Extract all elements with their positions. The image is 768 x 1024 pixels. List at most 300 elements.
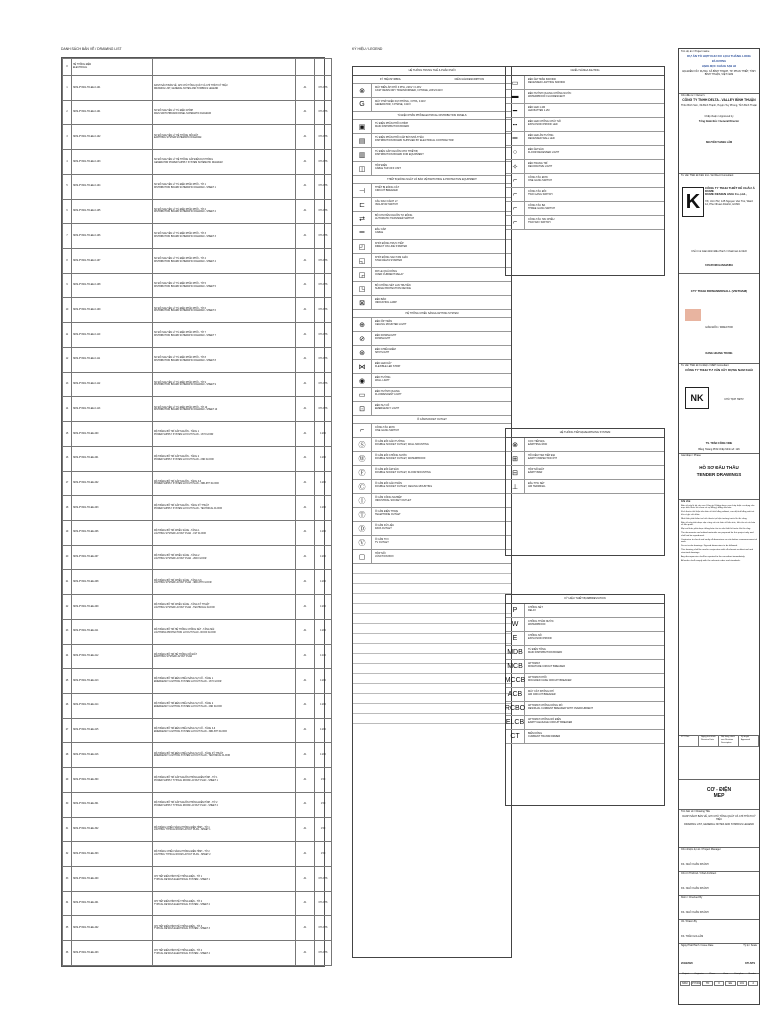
- legend-description: [528, 620, 662, 626]
- row-scale: 1:50: [315, 842, 332, 867]
- legend-text-vi: CÔNG TẮC HAI CHIỀU: [528, 218, 555, 221]
- legend-item: [353, 134, 511, 148]
- legend-description: [528, 718, 662, 724]
- legend-text-en: ONE GANG SWITCH: [528, 179, 553, 183]
- legend-text-en: RESIDUAL CURRENT BREAKER WITH OVERCURRENT: [528, 707, 594, 711]
- revision-header-cell: Ký duyệt Approved: [739, 735, 759, 746]
- row-size: A1: [296, 298, 315, 323]
- row-title-vi: MẶT BẰNG BỐ TRÍ ĐÈN CHIẾU SÁNG SỰ CỐ - TẦNG 1: [154, 678, 214, 681]
- mep-consultant-section: [679, 363, 759, 454]
- row-number: 32: [63, 842, 72, 867]
- legend-symbol-icon: ⊡: [353, 402, 372, 415]
- row-size: A1: [296, 273, 315, 298]
- legend-text-en: INDICATING LAMP: [375, 301, 397, 305]
- project-section: [679, 49, 759, 94]
- legend-text-vi: CẦU DAO CÁCH LY: [375, 200, 398, 203]
- project-address: ĐỊA ĐIỂM XÂY DỰNG: XÃ BÌNH THẠNH, TP. PHAN THIẾT, TỈNH BÌNH THUẬN, VIỆT NAM: [682, 70, 756, 76]
- table-row: [63, 471, 332, 496]
- legend-empty-row: [353, 694, 511, 704]
- row-size: A1: [296, 644, 315, 669]
- legend-empty-row: [353, 614, 511, 624]
- header-number: #: [63, 59, 72, 76]
- legend-item: [506, 618, 664, 632]
- row-title-en: DISTRIBUTION BOARD SCHEMATIC DIAGRAM - SHEET 4: [154, 260, 216, 263]
- row-scale: 1:200: [315, 446, 332, 471]
- architect-sign-role: Chủ trì & Giám Đốc Điều Hành / Chairman & CEO: [691, 250, 747, 253]
- row-code: NKM-PYN01-TD-EE-214: [72, 693, 153, 718]
- row-title-en: GENERATOR POWER SUPPLY SYSTEM SCHEMATIC DIAGRAM: [154, 162, 223, 165]
- row-title-vi: CHI TIẾT ĐIỂN HÌNH HỆ THỐNG ĐIỆN - TỜ 1: [154, 876, 202, 879]
- legend-description: [528, 606, 662, 612]
- legend-text-vi: TỦ ĐIỆN PHÂN PHỐI CẤP BỞI NHÀ THẦU: [375, 136, 424, 139]
- legend-symbol-icon: Ⓥ: [353, 536, 372, 549]
- legend-description: [528, 662, 662, 668]
- legend-text-vi: KHỞI ĐỘNG SAO TAM GIÁC: [375, 256, 409, 259]
- legend-symbol-icon: Ⓕ: [353, 466, 372, 479]
- note-item: All works shall comply with the relevant codes and standards.: [681, 559, 741, 562]
- architect-person: YASUFUMI HANAMURA: [704, 264, 734, 267]
- note-item: Mọi sai khác phải được thông báo cho tư vấn thiết kế trước khi thi công.: [681, 528, 751, 531]
- row-size: A1: [296, 372, 315, 397]
- date-label: Ngày Phát Hành / Issue Date: [681, 944, 714, 947]
- legend-symbol-icon: ▬: [506, 90, 525, 103]
- legend-text-vi: CHỐNG THẤM NƯỚC: [528, 620, 554, 623]
- legend-empty-row: [353, 654, 511, 664]
- phase-section: [679, 453, 759, 500]
- legend-item: [506, 438, 664, 452]
- row-scale: KTLNTS: [315, 298, 332, 323]
- row-title-vi: SƠ ĐỒ NGUYÊN LÝ HỆ THỐNG CẤP ĐIỆN DỰ PHÒNG: [154, 159, 213, 162]
- code-value-cell: 2: [748, 981, 758, 986]
- legend-text-en: TELEPHONE OUTLET: [375, 513, 401, 517]
- legend-item: [353, 494, 511, 508]
- note-item: Do not scale drawings. Figured dimensions to be followed.: [681, 545, 738, 548]
- legend-subheader-symbol: KÝ HIỆU/SYMBOL: [379, 78, 401, 81]
- legend-item: [506, 160, 664, 174]
- legend-symbol-icon: ◱: [353, 254, 372, 267]
- legend-text-en: CAST RESIN DRY TRANSFORMER, 3 PHASE, 22KV/0.4KV: [375, 89, 443, 93]
- legend-description: [528, 190, 662, 196]
- row-code: NKM-PYN01-TD-EE-301: [72, 792, 153, 817]
- row-title-en: LIGHTING TYPICAL ROOM LAYOUT PLAN - SHEET 2: [154, 854, 211, 857]
- code-value-cell: NKM: [680, 981, 690, 986]
- legend-text-en: WATERPROOF: [528, 623, 546, 627]
- legend-text-vi: CÔNG TẮC ĐƠN: [528, 176, 548, 179]
- revision-header-cell: STT Rev.: [679, 735, 699, 746]
- row-scale: KTLNTS: [315, 867, 332, 892]
- row-title-en: EMERGENCY LIGHTING SYSTEM LAYOUT PLAN - 3RD-6TH FLOOR: [154, 730, 227, 733]
- partner-person: DANG HOANG TRUNG: [705, 352, 733, 355]
- legend-text-vi: ĐÈN DOWNLIGHT: [375, 334, 397, 337]
- row-title: [153, 100, 296, 125]
- legend-item: [506, 104, 664, 118]
- legend-text-en: ISOLATOR SWITCH: [375, 203, 398, 207]
- legend-symbol-icon: ⊠: [353, 296, 372, 309]
- row-code: NKM-PYN01-TD-EE-0-102: [72, 125, 153, 150]
- table-row: [63, 100, 332, 125]
- row-scale: 1:200: [315, 496, 332, 521]
- legend-section-header: HỆ THỐNG CHIẾU SÁNG/LIGHTING SYSTEM: [353, 310, 511, 318]
- legend-text-en: JUNCTION BOX: [375, 555, 394, 559]
- legend-text-vi: MÁY PHÁT ĐIỆN DỰ PHÒNG, 3 PHA, 0.4KV: [375, 100, 426, 103]
- row-title-en: POWER SUPPLY SYSTEM LAYOUT PLAN - 2ND FLOOR: [154, 458, 214, 461]
- row-size: A1: [296, 792, 315, 817]
- legend-item: [353, 374, 511, 388]
- architect-chief-section: [679, 871, 759, 896]
- row-number: 28: [63, 743, 72, 768]
- project-sub2: HẠNG MỤC: KHÁCH SẠN H4: [701, 65, 737, 68]
- legend-description: [528, 482, 662, 488]
- row-code: NKM-PYN01-TD-EE-212: [72, 644, 153, 669]
- table-header-row: [63, 59, 332, 76]
- note-item: Contractor to check and verify all dimensions on site before commencement of work.: [681, 538, 757, 544]
- row-title-vi: SƠ ĐỒ NGUYÊN LÝ TỦ ĐIỆN PHÂN PHỐI - TỜ 5: [154, 282, 206, 285]
- legend-description: [375, 164, 509, 170]
- row-code: NKM-PYN01-TD-EE-0-101: [72, 100, 153, 125]
- row-title: [153, 298, 296, 323]
- code-value-cell: TD: [702, 981, 712, 986]
- row-title-vi: MẶT BẰNG BỐ TRÍ CẤP NGUỒN - TẦNG 2: [154, 455, 200, 458]
- legend-symbol-icon: MDB: [506, 646, 525, 659]
- legend-text-en: RELAY: [528, 609, 537, 613]
- row-title-en: DISTRIBUTION BOARD SCHEMATIC DIAGRAM - SHEET 3: [154, 236, 216, 239]
- legend-symbol-icon: MCCB: [506, 674, 525, 687]
- legend-item: [353, 360, 511, 374]
- table-row: [63, 545, 332, 570]
- legend-text-en: AIR CIRCUIT BREAKER: [528, 693, 556, 697]
- row-title-vi: MẶT BẰNG BỐ TRÍ CẤP NGUỒN PHÒNG ĐIỂN HÌNH - TỜ 2: [154, 802, 218, 804]
- architect-name-vi: CÔNG TY TNHH THIẾT KẾ CHÂU Á KUME: [705, 186, 755, 193]
- row-title-en: LIGHTING TYPICAL ROOM LAYOUT PLAN - SHEET 1: [154, 829, 211, 832]
- legend-item: [506, 646, 664, 660]
- legend-symbol-icon: Ⓦ: [353, 452, 372, 465]
- row-title: [153, 273, 296, 298]
- row-title-vi: SƠ ĐỒ NGUYÊN LÝ TỦ ĐIỆN PHÂN PHỐI - TỜ 9: [154, 381, 206, 384]
- legend-symbol-icon: ⊥: [506, 480, 525, 493]
- legend-text-vi: Ổ CẮM ĐÔI CHỐNG NƯỚC: [375, 454, 407, 457]
- row-title: [153, 842, 296, 867]
- legend-text-en: CURRENT TRANSFORMER: [528, 735, 561, 739]
- legend-description: [528, 634, 662, 640]
- row-number: 2: [63, 100, 72, 125]
- row-size: A1: [296, 520, 315, 545]
- legend-abbreviation-panel: [505, 594, 665, 806]
- row-scale: 1:200: [315, 422, 332, 447]
- row-title: [153, 323, 296, 348]
- table-row: [63, 768, 332, 793]
- table-row: [63, 496, 332, 521]
- legend-description: [528, 120, 662, 126]
- legend-description: [375, 214, 509, 220]
- legend-text-vi: Ổ CẮM ĐÔI ÂM SÀN: [375, 468, 399, 471]
- legend-description: [528, 204, 662, 210]
- legend-section-header: Ổ CẮM/SOCKET OUTLET: [353, 416, 511, 424]
- row-code: NKM-PYN01-TD-EE-300: [72, 768, 153, 793]
- table-row: [63, 273, 332, 298]
- mep-role: CHỦ TỊCH HĐTV: [724, 398, 744, 401]
- legend-item: [353, 402, 511, 416]
- row-code: NKM-PYN01-TD-EE-302: [72, 817, 153, 842]
- revision-section: [679, 735, 759, 780]
- legend-symbol-icon: ◲: [353, 268, 372, 281]
- legend-text-vi: Ổ CẮM TIVI: [375, 538, 389, 541]
- legend-text-en: FLEXIBLE LED STRIP: [375, 365, 401, 369]
- row-title: [153, 397, 296, 422]
- legend-symbol-icon: ◳: [353, 282, 372, 295]
- legend-description: [528, 78, 662, 84]
- row-size: A1: [296, 76, 315, 101]
- legend-text-vi: APTOMAT CHỐNG RÒ ĐIỆN: [528, 718, 561, 721]
- row-title-en: POWER SUPPLY SYSTEM LAYOUT PLAN - 1ST FLOOR: [154, 433, 214, 436]
- row-title-vi: MẶT BẰNG BỐ TRÍ CẤP NGUỒN - TẦNG 1: [154, 431, 200, 434]
- table-row: [63, 150, 332, 175]
- row-code: NKM-PYN01-TD-EE-0-107: [72, 249, 153, 274]
- legend-text-en: LED BATTEN 1.2M: [528, 109, 550, 113]
- row-title: [153, 76, 296, 101]
- row-scale: KTLNTS: [315, 323, 332, 348]
- row-title-vi: MẶT BẰNG BỐ TRÍ CHIẾU SÁNG - TẦNG 2: [154, 554, 200, 557]
- legend-item: [353, 98, 511, 112]
- row-size: A1: [296, 916, 315, 941]
- legend-description: [375, 468, 509, 474]
- row-number: 8: [63, 249, 72, 274]
- legend-symbol-icon: ▤: [353, 134, 372, 147]
- legend-text-vi: ĐÈN CHIẾU ĐIỂM: [375, 348, 396, 351]
- table-row: [63, 817, 332, 842]
- drawn-label: Vẽ / Drawn By: [681, 920, 697, 923]
- legend-text-en: STAR-DELTA STARTER: [375, 259, 402, 263]
- row-size: A1: [296, 224, 315, 249]
- revision-header-cell: Ngày phát hành Revision Date: [699, 735, 719, 746]
- date-value: 2019/2020: [681, 962, 693, 965]
- row-size: A1: [296, 768, 315, 793]
- legend-item: [353, 268, 511, 282]
- row-title-vi: SƠ ĐỒ NGUYÊN LÝ TỦ ĐIỆN PHÂN PHỐI - TỜ 7: [154, 332, 206, 335]
- row-title-vi: SƠ ĐỒ NGUYÊN LÝ TỦ ĐIỆN PHÂN PHỐI - TỜ 8: [154, 357, 206, 360]
- row-title: [153, 669, 296, 694]
- row-scale: 1:200: [315, 743, 332, 768]
- row-number: 18: [63, 496, 72, 521]
- legend-text-vi: KHỞI ĐỘNG TRỰC TIẾP: [375, 242, 404, 245]
- discipline-en: MEP: [713, 793, 725, 799]
- table-row: [63, 792, 332, 817]
- row-scale: 1:200: [315, 520, 332, 545]
- table-row: [63, 298, 332, 323]
- partner-name: CTY TNHH ROWANMOSALL (VIETNAM): [690, 289, 748, 293]
- legend-text-vi: CÔNG TẮC BA: [528, 204, 546, 207]
- row-title-en: EMERGENCY LIGHTING SYSTEM LAYOUT PLAN - 2ND FLOOR: [154, 705, 222, 708]
- row-number: 14: [63, 397, 72, 422]
- legend-description: [375, 510, 509, 516]
- row-size: A1: [296, 619, 315, 644]
- checked-name: KS. NGÔ XUÂN KHÁNH: [681, 911, 709, 914]
- legend-symbol-icon: E: [506, 632, 525, 645]
- row-title-vi: MẶT BẰNG BỐ TRÍ ĐÈN CHIẾU SÁNG SỰ CỐ - TẦNG 2: [154, 703, 214, 706]
- legend-item: [353, 120, 511, 134]
- table-row: [63, 446, 332, 471]
- legend-text-en: FLUORESCENT LIGHT: [375, 393, 402, 397]
- row-title-en: LIGHTNING PROTECTION LAYOUT PLAN - ROOF FLOOR: [154, 631, 216, 634]
- row-scale: 1:200: [315, 718, 332, 743]
- legend-text-vi: HỘP ĐIỆN: [375, 164, 388, 167]
- row-number: 3: [63, 125, 72, 150]
- note-item: Bản vẽ này phải được đọc cùng với các bản vẽ kiến trúc, kết cấu và các bản vẽ liên quan.: [681, 521, 756, 527]
- legend-section-header: TỦ ĐIỆN PHÂN PHỐI/ELECTRICAL DISTRIBUTION PANELS: [353, 112, 511, 120]
- legend-symbol-icon: ┅: [506, 118, 525, 131]
- legend-text-en: SURGE PROTECTION DEVICE: [375, 287, 411, 291]
- note-item: Any discrepancies shall be reported to the consultant immediately.: [681, 555, 746, 558]
- legend-item: [506, 452, 664, 466]
- checked-section: [679, 895, 759, 920]
- row-size: A1: [296, 174, 315, 199]
- row-scale: 1:50: [315, 768, 332, 793]
- row-title-vi: DANH SÁCH BẢN VẼ, GHI CHÚ TỔNG QUÁT VÀ CHỈ THÍCH KÝ HIỆU: [154, 85, 228, 88]
- row-scale: KTLNTS: [315, 941, 332, 966]
- row-code: NKM-PYN01-TD-EE-211: [72, 619, 153, 644]
- row-scale: KTLNTS: [315, 347, 332, 372]
- legend-text-en: FLOOR RECESSED LIGHT: [528, 151, 560, 155]
- table-row: [63, 397, 332, 422]
- legend-text-vi: Ổ CẮM CÔNG NGHIỆP: [375, 496, 402, 499]
- legend-symbol-icon: Ⓣ: [353, 508, 372, 521]
- legend-description: [375, 256, 509, 262]
- owner-section: [679, 93, 759, 174]
- legend-empty-row: [353, 624, 511, 634]
- row-number: 27: [63, 718, 72, 743]
- row-number: 23: [63, 619, 72, 644]
- row-title: [153, 422, 296, 447]
- legend-symbol-icon: ⊣: [353, 184, 372, 197]
- row-title: [153, 867, 296, 892]
- project-name: DỰ ÁN TỔ HỢP KHU DU LỊCH THĂNG LONG: [687, 54, 751, 58]
- table-row: [63, 520, 332, 545]
- legend-symbol-icon: ✧: [506, 160, 525, 173]
- legend-item: [506, 604, 664, 618]
- legend-text-vi: ĐÈN LED DÂY: [375, 362, 392, 365]
- legend-text-vi: TỦ ĐIỆN CẤP NGUỒN CHO THIẾT BỊ: [375, 150, 418, 153]
- owner-address: Thôn Bình Sơn, Xã Bình Thạnh, Huyện Tuy Phong, Tỉnh Bình Thuận: [681, 104, 757, 107]
- legend-text-vi: ĐÈN TRANG TRÍ: [528, 162, 548, 165]
- note-item: Nhà thầu phải kiểm tra kích thước tại hiện trường trước khi thi công.: [681, 517, 748, 520]
- legend-text-en: DOUBLE SOCKET OUTLET, WALL MOUNTING: [375, 443, 429, 447]
- row-title-vi: MẶT BẰNG BỐ TRÍ CẤP NGUỒN PHÒNG ĐIỂN HÌNH - TỜ 1: [154, 777, 218, 780]
- row-code: NKM-PYN01-TD-EE-202: [72, 471, 153, 496]
- row-title-en: POWER SUPPLY SYSTEM LAYOUT PLAN - 3RD-6TH FLOOR: [154, 483, 219, 486]
- legend-description: [375, 348, 509, 354]
- legend-symbol-icon: ◫: [353, 162, 372, 175]
- legend-text-vi: CHỐNG SÉT: [528, 606, 543, 609]
- project-label: Tên dự án / Project name: [681, 50, 710, 53]
- row-title: [153, 718, 296, 743]
- legend-description: [375, 426, 509, 432]
- legend-symbol-icon: ⊘: [353, 332, 372, 345]
- row-scale: 1:100: [315, 644, 332, 669]
- table-row: [63, 422, 332, 447]
- legend-symbol-icon: ═: [506, 132, 525, 145]
- row-title: [153, 916, 296, 941]
- legend-text-en: EXPLOSION PROOF LED: [528, 123, 558, 127]
- row-number: 19: [63, 520, 72, 545]
- code-header-cell: Zone: [723, 973, 729, 975]
- architect-section: [679, 173, 759, 274]
- drawing-list-table: [61, 57, 328, 967]
- legend-item: [506, 90, 664, 104]
- row-title: [153, 372, 296, 397]
- legend-text-en: DOUBLE SOCKET OUTLET, FLOOR MOUNTING: [375, 471, 431, 475]
- row-code: NKM-PYN01-TD-EE-0-103: [72, 150, 153, 175]
- legend-text-vi: MÁY CẮT KHÔNG KHÍ: [528, 690, 554, 693]
- row-title: [153, 446, 296, 471]
- code-value-cell: 0: [714, 981, 724, 986]
- legend-text-en: EARTH INSPECTION PIT: [528, 457, 557, 461]
- legend-description: [375, 390, 509, 396]
- legend-text-vi: ĐÈN BÁO: [375, 298, 387, 301]
- row-scale: 1:200: [315, 545, 332, 570]
- legend-text-vi: ĐẦU THU SÉT: [528, 482, 545, 485]
- legend-text-en: SPOTLIGHT: [375, 351, 390, 355]
- legend-symbol-icon: ▣: [353, 120, 372, 133]
- chief-name: KS. NGÔ XUÂN KHÁNH: [681, 887, 709, 890]
- checked-label: Kiểm / Checked By: [681, 896, 703, 899]
- legend-item: [353, 480, 511, 494]
- row-size: A1: [296, 347, 315, 372]
- legend-empty-row: [353, 564, 511, 574]
- row-title-en: LIGHTING SYSTEM LAYOUT PLAN - TECHNICAL FLOOR: [154, 606, 215, 609]
- legend-item: [506, 480, 664, 494]
- legend-item: [506, 466, 664, 480]
- row-title-en: LIGHTING SYSTEM LAYOUT PLAN - 3RD-6TH FLOOR: [154, 582, 212, 585]
- table-row: [63, 718, 332, 743]
- row-title: [153, 471, 296, 496]
- legend-item: [353, 184, 511, 198]
- row-title-vi: SƠ ĐỒ NGUYÊN LÝ TỦ ĐIỆN PHÂN PHỐI - TỜ 10: [154, 406, 208, 409]
- note-item: Kích thước thể hiện trên bản vẽ tính bằng milimet, cao độ tính bằng mét trừ khi có ghi chú khác.: [681, 511, 755, 516]
- revision-header-cell: Nội dung chỉnh sửa Revision Description: [719, 735, 739, 746]
- legend-item: [353, 318, 511, 332]
- pm-label: Chủ nhiệm dự án / Project Manager: [681, 848, 721, 851]
- legend-text-vi: BỘ CHUYỂN NGUỒN TỰ ĐỘNG: [375, 214, 413, 217]
- architect-label: Tư vấn Thiết kế Kiến trúc / Architect Consultant: [681, 174, 734, 177]
- row-title-en: EMERGENCY LIGHTING SYSTEM LAYOUT PLAN - 1ST FLOOR: [154, 681, 222, 684]
- legend-description: [528, 732, 662, 738]
- legend-description: [375, 524, 509, 530]
- row-size: A1: [296, 471, 315, 496]
- row-title-vi: SƠ ĐỒ NGUYÊN LÝ TỦ ĐIỆN PHÂN PHỐI - TỜ 1: [154, 184, 206, 187]
- pm-name: KS. NGÔ XUÂN KHÁNH: [681, 863, 709, 866]
- legend-text-en: ONE GANG SWITCH: [375, 429, 400, 433]
- row-title-en: TYPICAL DETAILS ELECTRICAL SYSTEM - SHEET 4: [154, 953, 210, 956]
- row-size: A1: [296, 941, 315, 966]
- date-scale-section: [679, 943, 759, 974]
- scale-value: KTLNTS: [745, 962, 755, 965]
- legend-item: [506, 702, 664, 716]
- row-number: 36: [63, 941, 72, 966]
- code-header-cell: Project: [682, 973, 689, 975]
- row-code: NKM-PYN01-TD-EE-0-106: [72, 224, 153, 249]
- table-row: [63, 941, 332, 966]
- row-scale: 1:200: [315, 669, 332, 694]
- row-title-vi: SƠ ĐỒ NGUYÊN LÝ TỦ ĐIỆN PHÂN PHỐI - TỜ 2: [154, 208, 206, 211]
- row-title-vi: SƠ ĐỒ NGUYÊN LÝ TỦ ĐIỆN CHÍNH: [154, 109, 194, 112]
- row-number: 31: [63, 817, 72, 842]
- row-title-en: DISTRIBUTION BOARD SCHEMATIC DIAGRAM - SHEET 7: [154, 335, 216, 338]
- legend-item: [506, 118, 664, 132]
- row-code: NKM-PYN01-TD-EE-402: [72, 916, 153, 941]
- row-scale: KTLNTS: [315, 249, 332, 274]
- legend-symbol-icon: ⊛: [353, 346, 372, 359]
- legend-symbol-icon: ⋈: [353, 360, 372, 373]
- table-row: [63, 323, 332, 348]
